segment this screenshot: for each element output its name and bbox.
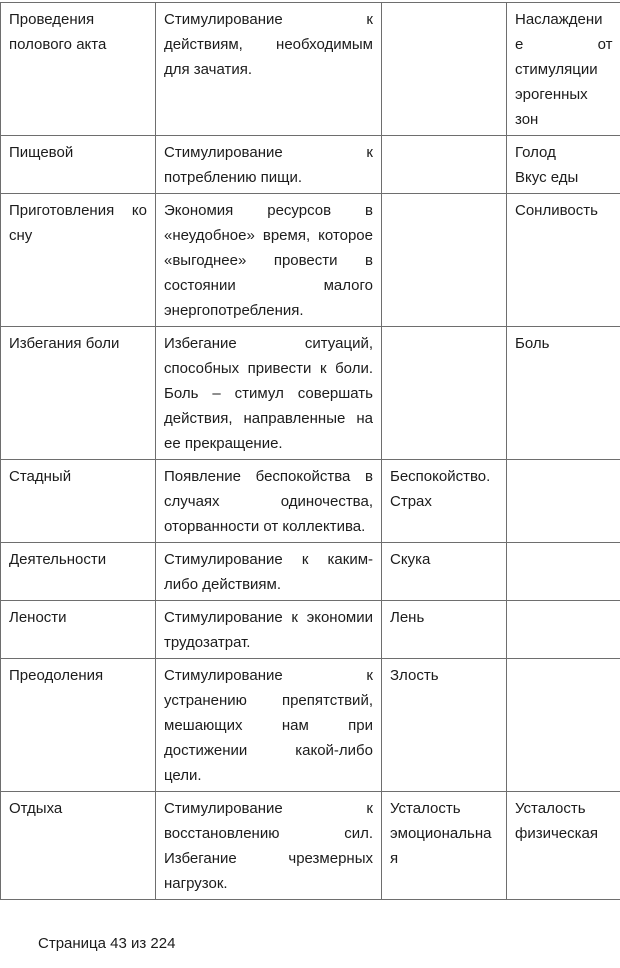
cell-text-line: Боль – стимул совершать xyxy=(164,381,373,406)
table-cell xyxy=(156,460,382,543)
cell-text-line: Отдыха xyxy=(9,796,147,821)
cell-text-line: способных привести к боли. xyxy=(164,356,373,381)
table-cell xyxy=(507,601,620,659)
cell-text-line: Беспокойство. xyxy=(390,464,498,489)
cell-text-line: Вкус еды xyxy=(515,165,613,190)
table-row xyxy=(1,543,620,601)
document-page xyxy=(0,2,620,968)
table-cell xyxy=(156,543,382,601)
table-cell xyxy=(156,327,382,460)
cell-text-line: Усталость xyxy=(390,796,498,821)
cell-text-line: Сонливость xyxy=(515,198,613,223)
cell-text-line: Злость xyxy=(390,663,498,688)
cell-text-line: зон xyxy=(515,107,613,132)
table-cell xyxy=(156,659,382,792)
table-cell xyxy=(1,543,156,601)
instincts-emotions-table xyxy=(0,2,620,900)
cell-text-line: эрогенных xyxy=(515,82,613,107)
cell-text-line: Лености xyxy=(9,605,147,630)
table-cell xyxy=(156,792,382,900)
cell-text-line: физическая xyxy=(515,821,613,846)
table-cell xyxy=(382,194,507,327)
table-row xyxy=(1,792,620,900)
table-row xyxy=(1,3,620,136)
table-cell xyxy=(382,460,507,543)
cell-text-line: Стимулирование к xyxy=(164,7,373,32)
table-body xyxy=(1,3,620,900)
table-row xyxy=(1,659,620,792)
cell-text-line: нагрузок. xyxy=(164,871,373,896)
cell-text-line: «выгоднее» провести в xyxy=(164,248,373,273)
table-cell xyxy=(382,327,507,460)
cell-text-line: Деятельности xyxy=(9,547,147,572)
table-cell xyxy=(1,792,156,900)
table-row xyxy=(1,194,620,327)
cell-text-line: Избегания боли xyxy=(9,331,147,356)
cell-text-line: для зачатия. xyxy=(164,57,373,82)
cell-text-line: Страх xyxy=(390,489,498,514)
cell-text-line: устранению препятствий, xyxy=(164,688,373,713)
cell-text-line: Стимулирование к xyxy=(164,140,373,165)
table-cell xyxy=(507,659,620,792)
table-cell xyxy=(1,460,156,543)
cell-text-line: достижении какой-либо xyxy=(164,738,373,763)
cell-text-line: потреблению пищи. xyxy=(164,165,373,190)
cell-text-line: Приготовления ко xyxy=(9,198,147,223)
cell-text-line: сну xyxy=(9,223,147,248)
table-cell xyxy=(507,3,620,136)
table-row xyxy=(1,601,620,659)
cell-text-line: стимуляции xyxy=(515,57,613,82)
table-row xyxy=(1,327,620,460)
cell-text-line: Скука xyxy=(390,547,498,572)
table-cell xyxy=(1,659,156,792)
table-cell xyxy=(507,327,620,460)
table-cell xyxy=(1,327,156,460)
cell-text-line: Стимулирование к xyxy=(164,796,373,821)
cell-text-line: полового акта xyxy=(9,32,147,57)
table-cell xyxy=(156,601,382,659)
table-row xyxy=(1,460,620,543)
cell-text-line: Боль xyxy=(515,331,613,356)
cell-text-line: действиям, необходимым xyxy=(164,32,373,57)
table-cell xyxy=(156,194,382,327)
cell-text-line: е от xyxy=(515,32,613,57)
cell-text-line: Преодоления xyxy=(9,663,147,688)
table-cell xyxy=(382,601,507,659)
cell-text-line: восстановлению сил. xyxy=(164,821,373,846)
cell-text-line: либо действиям. xyxy=(164,572,373,597)
cell-text-line: Избегание чрезмерных xyxy=(164,846,373,871)
cell-text-line: Избегание ситуаций, xyxy=(164,331,373,356)
table-cell xyxy=(507,136,620,194)
table-cell xyxy=(382,136,507,194)
cell-text-line: состоянии малого xyxy=(164,273,373,298)
cell-text-line: мешающих нам при xyxy=(164,713,373,738)
table-cell xyxy=(382,543,507,601)
cell-text-line: Лень xyxy=(390,605,498,630)
cell-text-line: Стимулирование к экономии xyxy=(164,605,373,630)
table-cell xyxy=(1,601,156,659)
cell-text-line: Голод xyxy=(515,140,613,165)
table-cell xyxy=(507,792,620,900)
cell-text-line: Наслаждени xyxy=(515,7,613,32)
cell-text-line: оторванности от коллектива. xyxy=(164,514,373,539)
page-indicator: Страница 43 из 224 xyxy=(38,934,175,954)
table-cell xyxy=(156,136,382,194)
cell-text-line: случаях одиночества, xyxy=(164,489,373,514)
cell-text-line: Стимулирование к xyxy=(164,663,373,688)
table-cell xyxy=(156,3,382,136)
cell-text-line: энергопотребления. xyxy=(164,298,373,323)
table-cell xyxy=(1,194,156,327)
table-cell xyxy=(1,136,156,194)
cell-text-line: «неудобное» время, которое xyxy=(164,223,373,248)
cell-text-line: Появление беспокойства в xyxy=(164,464,373,489)
cell-text-line: Пищевой xyxy=(9,140,147,165)
cell-text-line: ее прекращение. xyxy=(164,431,373,456)
table-cell xyxy=(507,543,620,601)
table-cell xyxy=(507,460,620,543)
cell-text-line: действия, направленные на xyxy=(164,406,373,431)
cell-text-line: Стимулирование к каким- xyxy=(164,547,373,572)
cell-text-line: Проведения xyxy=(9,7,147,32)
table-cell xyxy=(382,792,507,900)
table-row xyxy=(1,136,620,194)
table-cell xyxy=(382,3,507,136)
table-cell xyxy=(507,194,620,327)
cell-text-line: Экономия ресурсов в xyxy=(164,198,373,223)
cell-text-line: цели. xyxy=(164,763,373,788)
cell-text-line: эмоциональная xyxy=(390,821,498,871)
cell-text-line: Стадный xyxy=(9,464,147,489)
table-cell xyxy=(382,659,507,792)
cell-text-line: Усталость xyxy=(515,796,613,821)
cell-text-line: трудозатрат. xyxy=(164,630,373,655)
table-cell xyxy=(1,3,156,136)
